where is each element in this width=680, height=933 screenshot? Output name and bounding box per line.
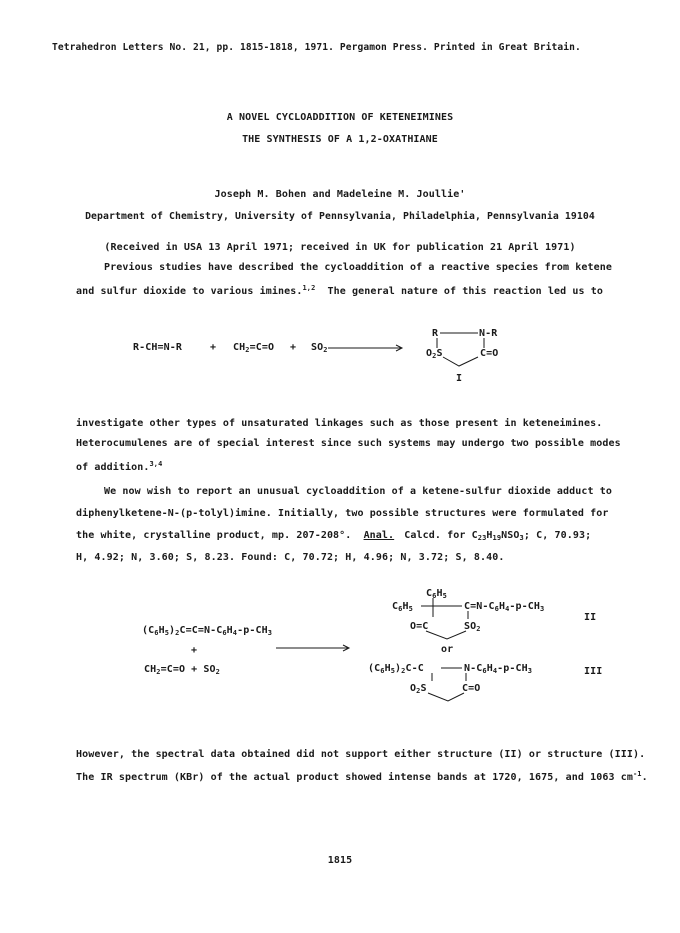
plus-sign: + xyxy=(191,645,198,656)
paragraph3-line4: H, 4.92; N, 3.60; S, 8.23. Found: C, 70.72; H, 4.96; N, 3.72; S, 8.40. xyxy=(76,552,505,563)
paragraph2-line3: of addition.$^{3,4}$ xyxy=(76,460,163,473)
paragraph3-line3: the white, crystalline product, mp. 207-208°. Anal. Calcd. for $C_{23}H_{19}NSO_3$; C, 70.93; xyxy=(76,530,592,542)
authors: Joseph M. Bohen and Madeleine M. Joullie' xyxy=(214,189,466,200)
structure-ii-imine: $C=N-C_6H_4-p-CH_3$ xyxy=(464,601,545,613)
plus-sign: + xyxy=(210,342,217,353)
compound-label-i: I xyxy=(456,373,463,384)
received-dates: (Received in USA 13 April 1971; received in UK for publication 21 April 1971) xyxy=(104,242,576,253)
paragraph4-line2: The IR spectrum (KBr) of the actual product showed intense bands at 1720, 1675, and 1063 $cm^{-1}$. xyxy=(76,770,648,783)
paragraph3-line2: diphenylketene-N-(p-tolyl)imine. Initially, two possible structures were formulated for xyxy=(76,508,609,519)
keteneimine-reactant: $(C_6H_5)_2C=C=N-C_6H_4-p-CH_3$ xyxy=(142,625,273,637)
or-label: or xyxy=(441,644,454,655)
paper-title: A NOVEL CYCLOADDITION OF KETENEIMINES xyxy=(226,112,454,123)
page-number: 1815 xyxy=(327,855,353,866)
paragraph2-line1: investigate other types of unsaturated linkages such as those present in keteneimines. xyxy=(76,418,603,429)
paragraph1-line2: and sulfur dioxide to various imines.$^{1,2}$ The general nature of this reaction led us to xyxy=(76,284,603,297)
journal-header: Tetrahedron Letters No. 21, pp. 1815-1818, 1971. Pergamon Press. Printed in Great Britain. xyxy=(52,42,581,53)
reference-3-4: 3,4 xyxy=(149,460,163,468)
structure-ii-top-phenyl: $C_6H_5$ xyxy=(426,588,447,600)
ring-o2s: $O_2S$ xyxy=(426,348,443,360)
iii-ch2 xyxy=(428,693,464,701)
paragraph3-line1: We now wish to report an unusual cycloaddition of a ketene-sulfur dioxide adduct to xyxy=(104,486,613,497)
structure-iii-nitrogen: $N-C_6H_4-p-CH_3$ xyxy=(464,663,533,675)
ring-r-substituent: R xyxy=(432,328,439,339)
paragraph1-line1: Previous studies have described the cycloaddition of a reactive species from ketene xyxy=(104,262,613,273)
sulfur-dioxide-reactant: $SO_2$ xyxy=(311,342,328,354)
structure-ii-carbonyl: O=C xyxy=(410,621,429,632)
affiliation: Department of Chemistry, University of Pennsylvania, Philadelphia, Pennsylvania 19104 xyxy=(85,211,595,222)
ketene-so2-reactants: $CH_2=C=O + SO_2$ xyxy=(144,664,220,676)
ring-i-ch2 xyxy=(443,357,478,366)
structure-ii-left-phenyl: $C_6H_5$ xyxy=(392,601,413,613)
compound-label-ii: II xyxy=(584,612,597,623)
analysis-label: Anal. xyxy=(363,530,395,541)
structure-iii-carbonyl: C=O xyxy=(462,683,481,694)
ii-ch2 xyxy=(426,631,466,639)
structure-ii-so2: $SO_2$ xyxy=(464,621,481,633)
compound-label-iii: III xyxy=(584,666,603,677)
structure-iii-diphenylcarbon: $(C_6H_5)_2C-C$ xyxy=(368,663,424,675)
reference-1-2: 1,2 xyxy=(302,284,316,292)
ring-carbonyl: C=O xyxy=(480,348,499,359)
ketene-reactant: $CH_2=C=O$ xyxy=(233,342,275,354)
paragraph2-line2: Heterocumulenes are of special interest since such systems may undergo two possible modes xyxy=(76,438,621,449)
plus-sign: + xyxy=(290,342,297,353)
structure-iii-o2s: $O_2S$ xyxy=(410,683,427,695)
paper-subtitle: THE SYNTHESIS OF A 1,2-OXATHIANE xyxy=(242,134,438,145)
ring-n-r: N-R xyxy=(479,328,498,339)
imine-reactant: R-CH=N-R xyxy=(133,342,182,353)
paragraph4-line1: However, the spectral data obtained did not support either structure (II) or structure (III). xyxy=(76,749,646,760)
